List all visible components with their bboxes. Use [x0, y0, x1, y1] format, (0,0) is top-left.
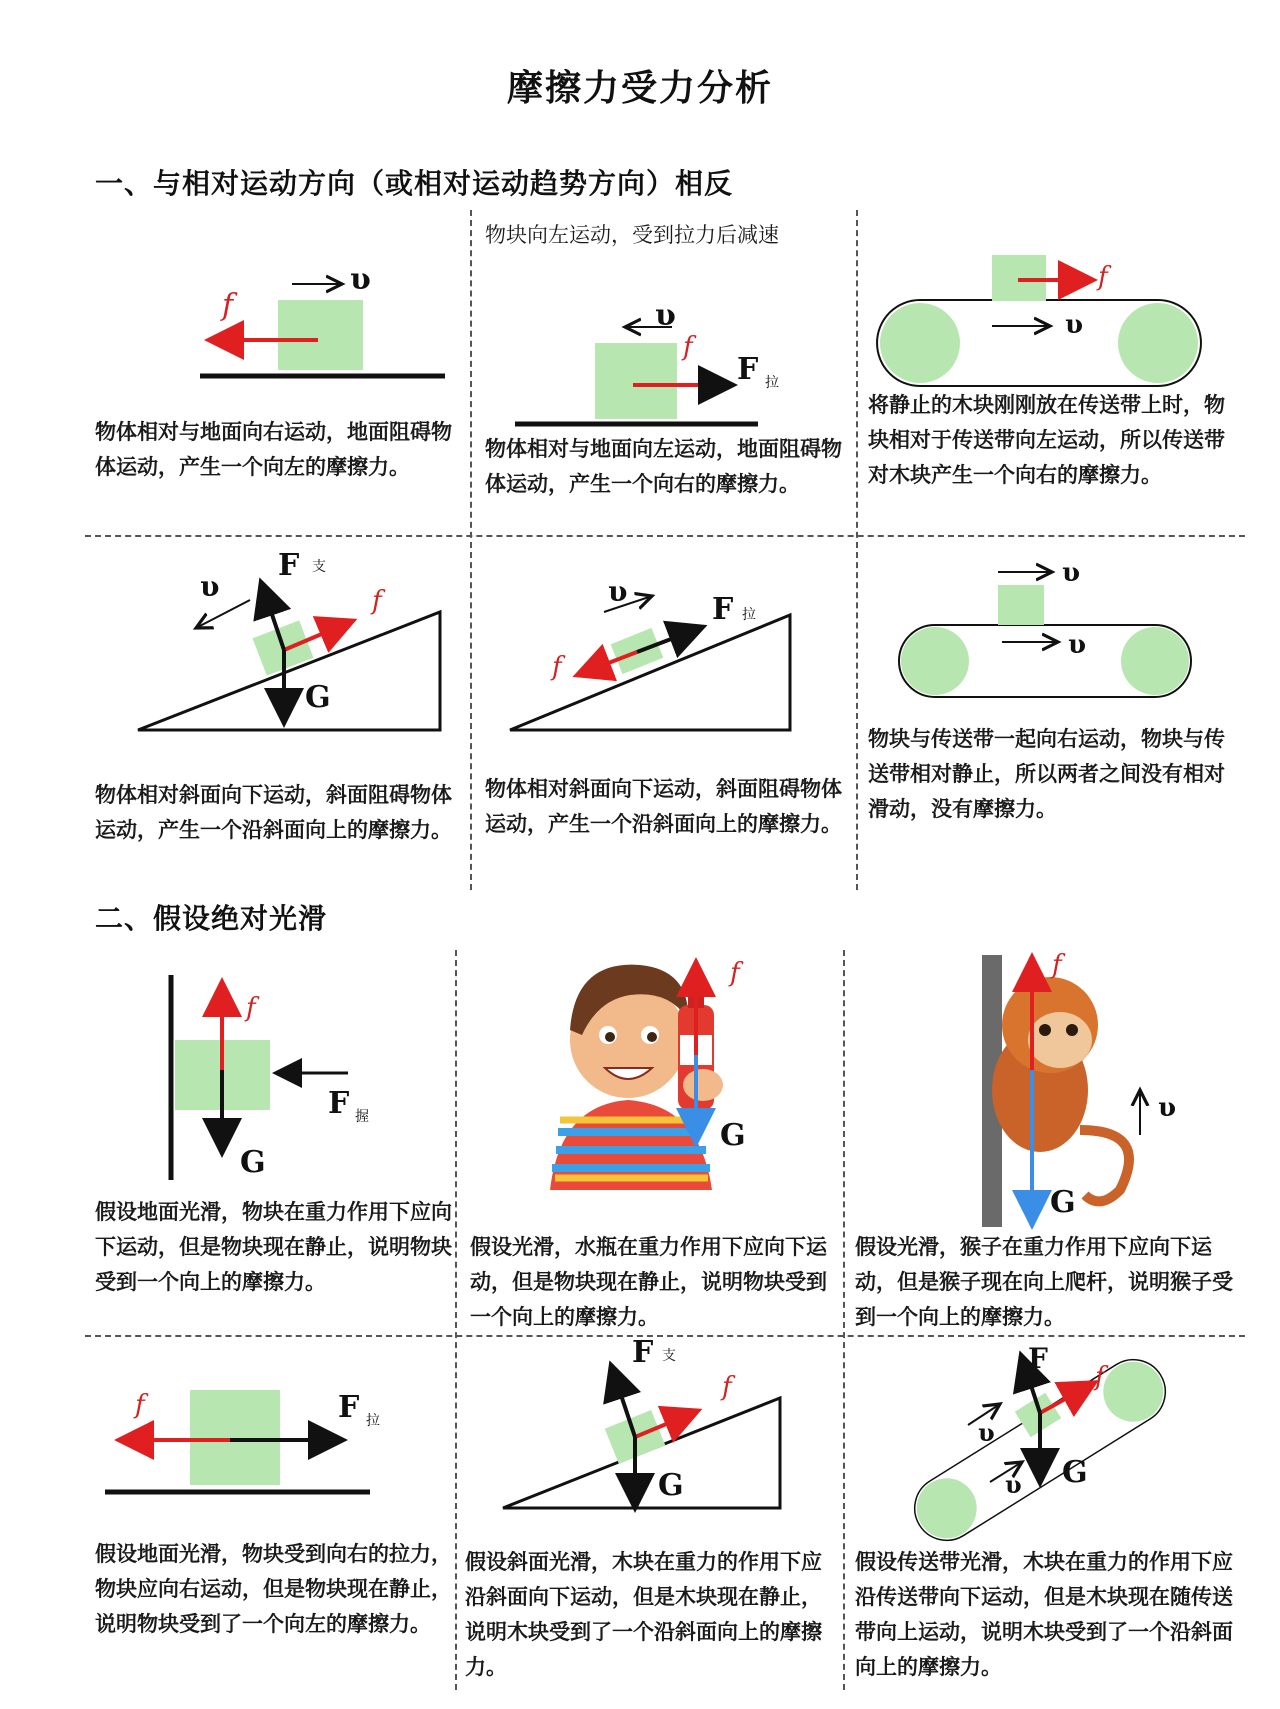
zhi-subscript: 支 — [662, 1348, 676, 1364]
section2-heading: 二、假设绝对光滑 — [95, 902, 328, 935]
G-label: G — [1062, 1455, 1088, 1490]
zhi-subscript: 支 — [312, 559, 326, 575]
F-label: F — [1028, 1342, 1048, 1375]
v-label: υ — [608, 575, 628, 608]
f-label: f — [1052, 950, 1062, 980]
F-label: F — [278, 548, 300, 583]
v-label: υ — [1005, 1470, 1022, 1499]
cell-text: 物块与传送带一起向右运动，物块与传送带相对静止，所以两者之间没有相对滑动，没有摩擦力。 — [868, 727, 1225, 821]
G-label: G — [240, 1145, 266, 1180]
la-subscript: 拉 — [366, 1413, 380, 1429]
f-label: f — [722, 1372, 732, 1402]
cell-text: 物体相对斜面向下运动，斜面阻碍物体运动，产生一个沿斜面向上的摩擦力。 — [485, 777, 842, 836]
v-label: υ — [978, 1418, 995, 1447]
la-subscript: 拉 — [765, 375, 779, 391]
G-label: G — [658, 1468, 684, 1503]
pulley — [905, 1467, 988, 1550]
f-label: f — [372, 586, 382, 616]
cell-text: 假设光滑，猴子在重力作用下应向下运动，但是猴子现在向上爬杆，说明猴子受到一个向上的摩擦力。 — [855, 1235, 1233, 1329]
la-subscript: 拉 — [742, 607, 756, 623]
cell-text: 物体相对与地面向左运动，地面阻碍物体运动，产生一个向右的摩擦力。 — [485, 437, 842, 496]
v-label: υ — [1158, 1093, 1177, 1123]
f-label: f — [222, 288, 234, 323]
f-label: f — [1098, 262, 1108, 292]
cell-text: 假设传送带光滑，木块在重力的作用下应沿传送带向下运动，但是木块现在随传送带向上运动，说明木块受到了一个沿斜面向上的摩擦力。 — [855, 1550, 1233, 1679]
section1-heading: 一、与相对运动方向（或相对运动趋势方向）相反 — [95, 167, 734, 200]
v-label: υ — [1062, 558, 1081, 588]
F-label: F — [338, 1390, 360, 1425]
v-label: υ — [350, 262, 371, 297]
cell-text: 假设光滑，水瓶在重力作用下应向下运动，但是物块现在静止，说明物块受到一个向上的摩擦力。 — [470, 1235, 827, 1329]
G-label: G — [720, 1118, 746, 1153]
cell-text: 假设地面光滑，物块在重力作用下应向下运动，但是物块现在静止，说明物块受到一个向上的摩擦力。 — [95, 1200, 452, 1294]
f-label: f — [730, 958, 740, 988]
f-label: f — [683, 332, 693, 362]
G-label: G — [1050, 1185, 1076, 1220]
v-label: υ — [655, 298, 676, 333]
cell-text: 将静止的木块刚刚放在传送带上时，物块相对于传送带向左运动，所以传送带对木块产生一个向右的摩擦力。 — [868, 393, 1225, 487]
wo-subscript: 握 — [355, 1109, 369, 1125]
v-label: υ — [200, 570, 220, 603]
cell-text: 假设斜面光滑，木块在重力的作用下应沿斜面向下运动，但是木块现在静止，说明木块受到了一个沿斜面向上的摩擦力。 — [465, 1550, 822, 1679]
cell-caption: 物块向左运动，受到拉力后减速 — [485, 223, 779, 247]
cell-text: 假设地面光滑，物块受到向右的拉力，物块应向右运动，但是物块现在静止，说明物块受到了一个向左的摩擦力。 — [95, 1542, 452, 1636]
v-label: υ — [1065, 310, 1084, 340]
G-label: G — [305, 680, 331, 715]
F-label: F — [632, 1335, 654, 1370]
cell-text: 物体相对与地面向右运动，地面阻碍物体运动，产生一个向左的摩擦力。 — [95, 420, 452, 479]
F-label: F — [328, 1086, 350, 1121]
cell-text: 物体相对斜面向下运动，斜面阻碍物体运动，产生一个沿斜面向上的摩擦力。 — [95, 783, 452, 842]
f-label: f — [552, 652, 562, 682]
page-title: 摩擦力受力分析 — [506, 68, 773, 109]
v-label: υ — [1068, 630, 1087, 660]
F-label: F — [737, 352, 759, 387]
f-label: f — [135, 1390, 145, 1420]
f-label: f — [246, 993, 256, 1023]
f-label: f — [1095, 1362, 1105, 1392]
F-label: F — [712, 592, 734, 627]
